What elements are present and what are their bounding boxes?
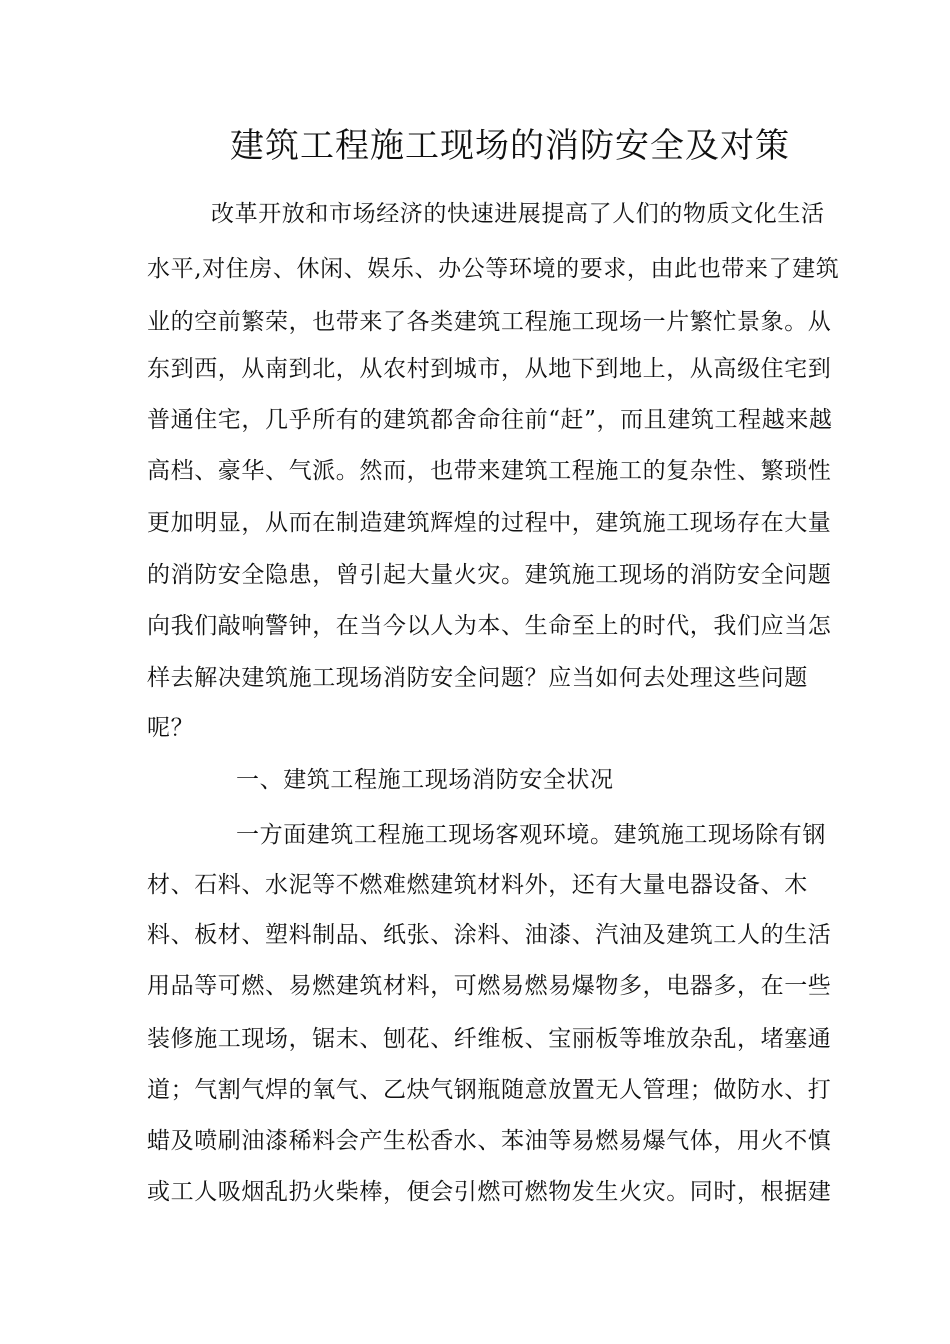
paragraph-line: 一方面建筑工程施工现场客观环境。建筑施工现场除有钢 [236, 822, 826, 848]
document-title: 建筑工程施工现场的消防安全及对策 [230, 126, 790, 166]
paragraph-line: 蜡及喷刷油漆稀料会产生松香水、苯油等易燃易爆气体，用火不慎 [147, 1128, 832, 1154]
paragraph-line: 呢？ [147, 715, 195, 741]
paragraph-line: 向我们敲响警钟，在当今以人为本、生命至上的时代，我们应当怎 [147, 613, 832, 639]
paragraph-line: 改革开放和市场经济的快速进展提高了人们的物质文化生活 [211, 201, 825, 227]
paragraph-line: 材、石料、水泥等不燃难燃建筑材料外，还有大量电器设备、木 [147, 872, 808, 898]
paragraph-line: 的消防安全隐患，曾引起大量火灾。建筑施工现场的消防安全问题 [147, 562, 832, 588]
paragraph-line: 普通住宅，几乎所有的建筑都舍命往前“赶”，而且建筑工程越来越 [147, 407, 833, 433]
paragraph-line: 或工人吸烟乱扔火柴棒，便会引燃可燃物发生火灾。同时，根据建 [147, 1179, 832, 1205]
paragraph-line: 水平,对住房、休闲、娱乐、办公等环境的要求，由此也带来了建筑 [147, 256, 840, 282]
paragraph-line: 料、板材、塑料制品、纸张、涂料、油漆、汽油及建筑工人的生活 [147, 922, 832, 948]
paragraph-line: 道；气割气焊的氧气、乙炔气钢瓶随意放置无人管理；做防水、打 [147, 1077, 832, 1103]
paragraph-line: 高档、豪华、气派。然而，也带来建筑工程施工的复杂性、繁琐性 [147, 458, 832, 484]
paragraph-line: 更加明显，从而在制造建筑辉煌的过程中，建筑施工现场存在大量 [147, 510, 832, 536]
paragraph-line: 样去解决建筑施工现场消防安全问题？应当如何去处理这些问题 [147, 665, 808, 691]
paragraph-line: 用品等可燃、易燃建筑材料，可燃易燃易爆物多，电器多，在一些 [147, 973, 832, 999]
section-heading: 一、建筑工程施工现场消防安全状况 [236, 767, 614, 793]
paragraph-line: 东到西，从南到北，从农村到城市，从地下到地上，从高级住宅到 [147, 356, 832, 382]
paragraph-line: 装修施工现场，锯末、刨花、纤维板、宝丽板等堆放杂乱，堵塞通 [147, 1026, 832, 1052]
paragraph-line: 业的空前繁荣，也带来了各类建筑工程施工现场一片繁忙景象。从 [147, 309, 832, 335]
